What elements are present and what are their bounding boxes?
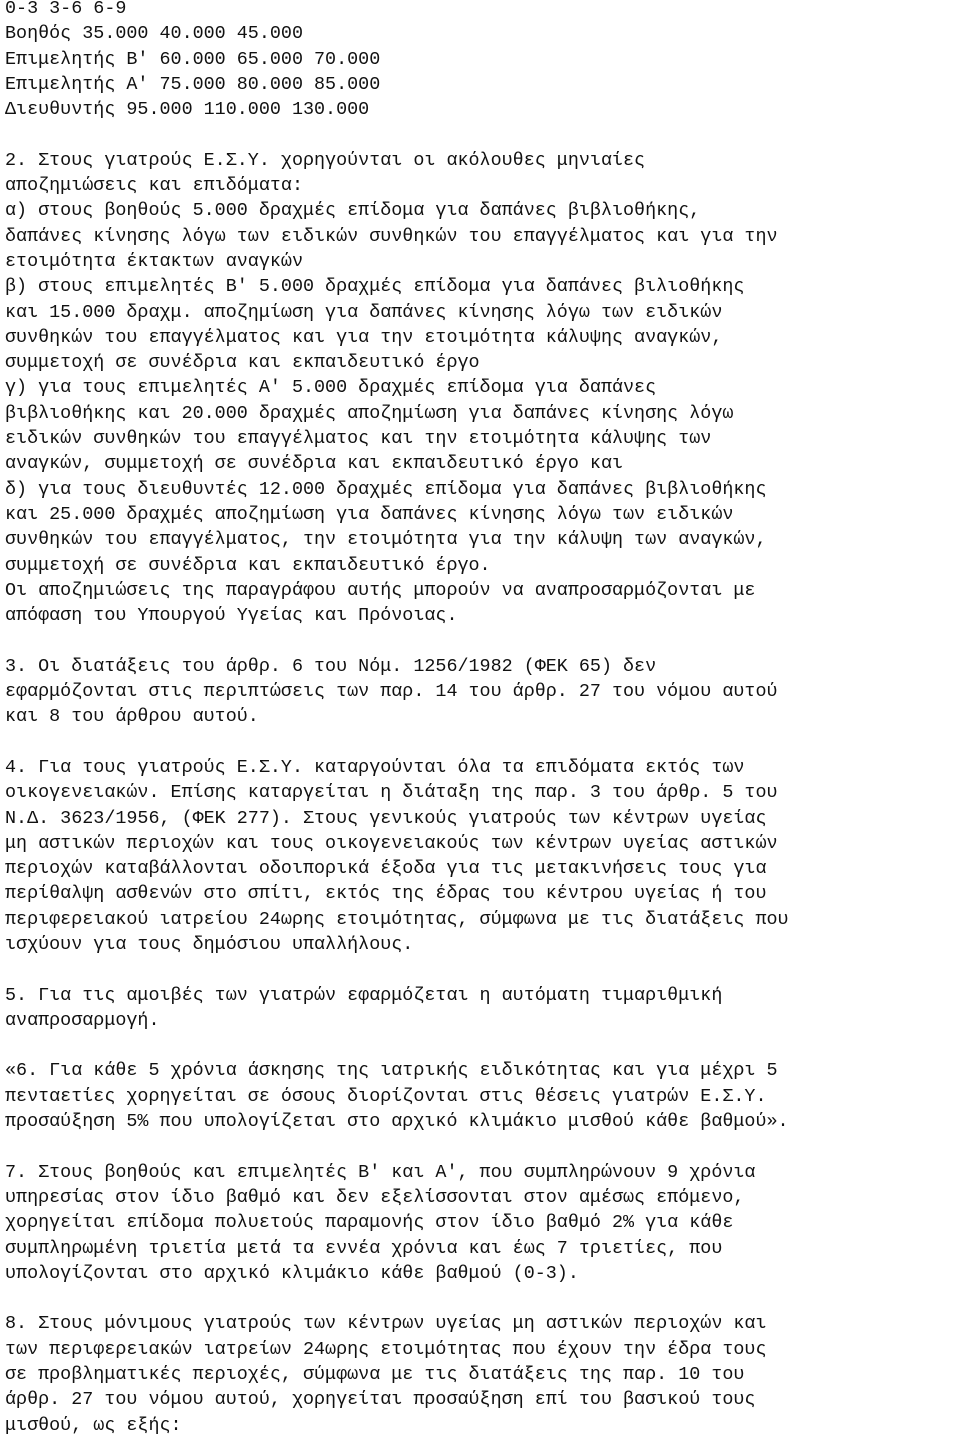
text-line: συμμετοχή σε συνέδρια και εκπαιδευτικό έργο [5, 352, 480, 374]
text-line: περιοχών καταβάλλονται οδοιπορικά έξοδα για τις μετακινήσεις τους για [5, 858, 767, 880]
text-line: πενταετίες χορηγείται σε όσους διορίζονται στις θέσεις γιατρών Ε.Σ.Υ. [5, 1085, 767, 1107]
text-line: αναπροσαρμογή. [5, 1009, 160, 1031]
text-line: σε προβληματικές περιοχές, σύμφωνα με τις διατάξεις της παρ. 10 του [5, 1364, 745, 1386]
text-line: αποζημιώσεις και επιδόματα: [5, 175, 303, 197]
text-line: γ) για τους επιμελητές Α' 5.000 δραχμές επίδομα για δαπάνες [5, 377, 657, 399]
text-line: συμμετοχή σε συνέδρια και εκπαιδευτικό έργο. [5, 554, 491, 576]
text-line: περιφερειακού ιατρείου 24ωρης ετοιμότητας, σύμφωνα με τις διατάξεις που [5, 908, 789, 930]
text-line: ειδικών συνθηκών του επαγγέλματος και την ετοιμότητα κάλυψης των [5, 428, 712, 450]
text-line: Διευθυντής 95.000 110.000 130.000 [5, 99, 370, 121]
text-line: συνθηκών του επαγγέλματος και για την ετοιμότητα κάλυψης αναγκών, [5, 326, 723, 348]
document-body [5, 0, 960, 1438]
text-line: δαπάνες κίνησης λόγω των ειδικών συνθηκών του επαγγέλματος και για την [5, 225, 778, 247]
text-line: υπολογίζονται στο αρχικό κλιμάκιο κάθε βαθμού (0-3). [5, 1262, 579, 1284]
text-line: 2. Στους γιατρούς Ε.Σ.Υ. χορηγούνται οι ακόλουθες μηνιαίες [5, 149, 646, 171]
text-line: υπηρεσίας στον ίδιο βαθμό και δεν εξελίσσονται στον αμέσως επόμενο, [5, 1186, 745, 1208]
text-line: προσαύξηση 5% που υπολογίζεται στο αρχικό κλιμάκιο μισθού κάθε βαθμού». [5, 1111, 789, 1133]
text-line: 7. Στους βοηθούς και επιμελητές Β' και Α', που συμπληρώνουν 9 χρόνια [5, 1161, 756, 1183]
text-line: εφαρμόζονται στις περιπτώσεις των παρ. 14 του άρθρ. 27 του νόμου αυτού [5, 681, 778, 703]
text-line: 4. Για τους γιατρούς Ε.Σ.Υ. καταργούνται όλα τα επιδόματα εκτός των [5, 756, 745, 778]
text-line: 5. Για τις αμοιβές των γιατρών εφαρμόζεται η αυτόματη τιμαριθμική [5, 984, 723, 1006]
text-line: Επιμελητής Α' 75.000 80.000 85.000 [5, 73, 381, 95]
text-line: χορηγείται επίδομα πολυετούς παραμονής στον ίδιο βαθμό 2% για κάθε [5, 1212, 734, 1234]
text-line: συμπληρωμένη τριετία μετά τα εννέα χρόνια και έως 7 τριετίες, που [5, 1237, 723, 1259]
text-line: ισχύουν για τους δημόσιου υπαλλήλους. [5, 933, 414, 955]
blank-line [5, 730, 960, 755]
text-line: και 25.000 δραχμές αποζημίωση για δαπάνες κίνησης λόγω των ειδικών [5, 503, 734, 525]
text-line: α) στους βοηθούς 5.000 δραχμές επίδομα για δαπάνες βιβλιοθήκης, [5, 200, 701, 222]
text-line: β) στους επιμελητές Β' 5.000 δραχμές επίδομα για δαπάνες βιλιοθήκης [5, 276, 745, 298]
blank-line [5, 1033, 960, 1058]
text-line: και 15.000 δραχμ. αποζημίωση για δαπάνες κίνησης λόγω των ειδικών [5, 301, 723, 323]
text-line: οικογενειακών. Επίσης καταργείται η διάταξη της παρ. 3 του άρθρ. 5 του [5, 782, 778, 804]
text-line: περίθαλψη ασθενών στο σπίτι, εκτός της έδρας του κέντρου υγείας ή του [5, 883, 767, 905]
text-line: δ) για τους διευθυντές 12.000 δραχμές επίδομα για δαπάνες βιβλιοθήκης [5, 478, 767, 500]
text-line: 3. Οι διατάξεις του άρθρ. 6 του Νόμ. 1256/1982 (ΦΕΚ 65) δεν [5, 655, 657, 677]
blank-line [5, 1134, 960, 1159]
text-line: ετοιμότητα έκτακτων αναγκών [5, 250, 303, 272]
text-line: συνθηκών του επαγγέλματος, την ετοιμότητα για την κάλυψη των αναγκών, [5, 529, 767, 551]
text-line: άρθρ. 27 του νόμου αυτού, χορηγείται προσαύξηση επί του βασικού τους [5, 1389, 756, 1411]
text-line: βιβλιοθήκης και 20.000 δραχμές αποζημίωση για δαπάνες κίνησης λόγω [5, 402, 734, 424]
text-line: μισθού, ως εξής: [5, 1414, 182, 1436]
blank-line [5, 628, 960, 653]
text-line: μη αστικών περιοχών και τους οικογενειακούς των κέντρων υγείας αστικών [5, 832, 778, 854]
text-line: Οι αποζημιώσεις της παραγράφου αυτής μπορούν να αναπροσαρμόζονται με [5, 579, 756, 601]
text-line: αναγκών, συμμετοχή σε συνέδρια και εκπαιδευτικό έργο και [5, 453, 624, 475]
text-line: 0-3 3-6 6-9 [5, 0, 127, 19]
blank-line [5, 122, 960, 147]
text-line: και 8 του άρθρου αυτού. [5, 706, 259, 728]
text-line: των περιφερειακών ιατρείων 24ωρης ετοιμότητας που έχουν την έδρα τους [5, 1338, 767, 1360]
text-line: Ν.Δ. 3623/1956, (ΦΕΚ 277). Στους γενικούς γιατρούς των κέντρων υγείας [5, 807, 767, 829]
blank-line [5, 957, 960, 982]
text-line: Επιμελητής Β' 60.000 65.000 70.000 [5, 48, 381, 70]
blank-line [5, 1286, 960, 1311]
text-line: Βοηθός 35.000 40.000 45.000 [5, 23, 303, 45]
text-line: απόφαση του Υπουργού Υγείας και Πρόνοιας. [5, 605, 458, 627]
text-line: 8. Στους μόνιμους γιατρούς των κέντρων υγείας μη αστικών περιοχών και [5, 1313, 767, 1335]
text-line: «6. Για κάθε 5 χρόνια άσκησης της ιατρικής ειδικότητας και για μέχρι 5 [5, 1060, 778, 1082]
